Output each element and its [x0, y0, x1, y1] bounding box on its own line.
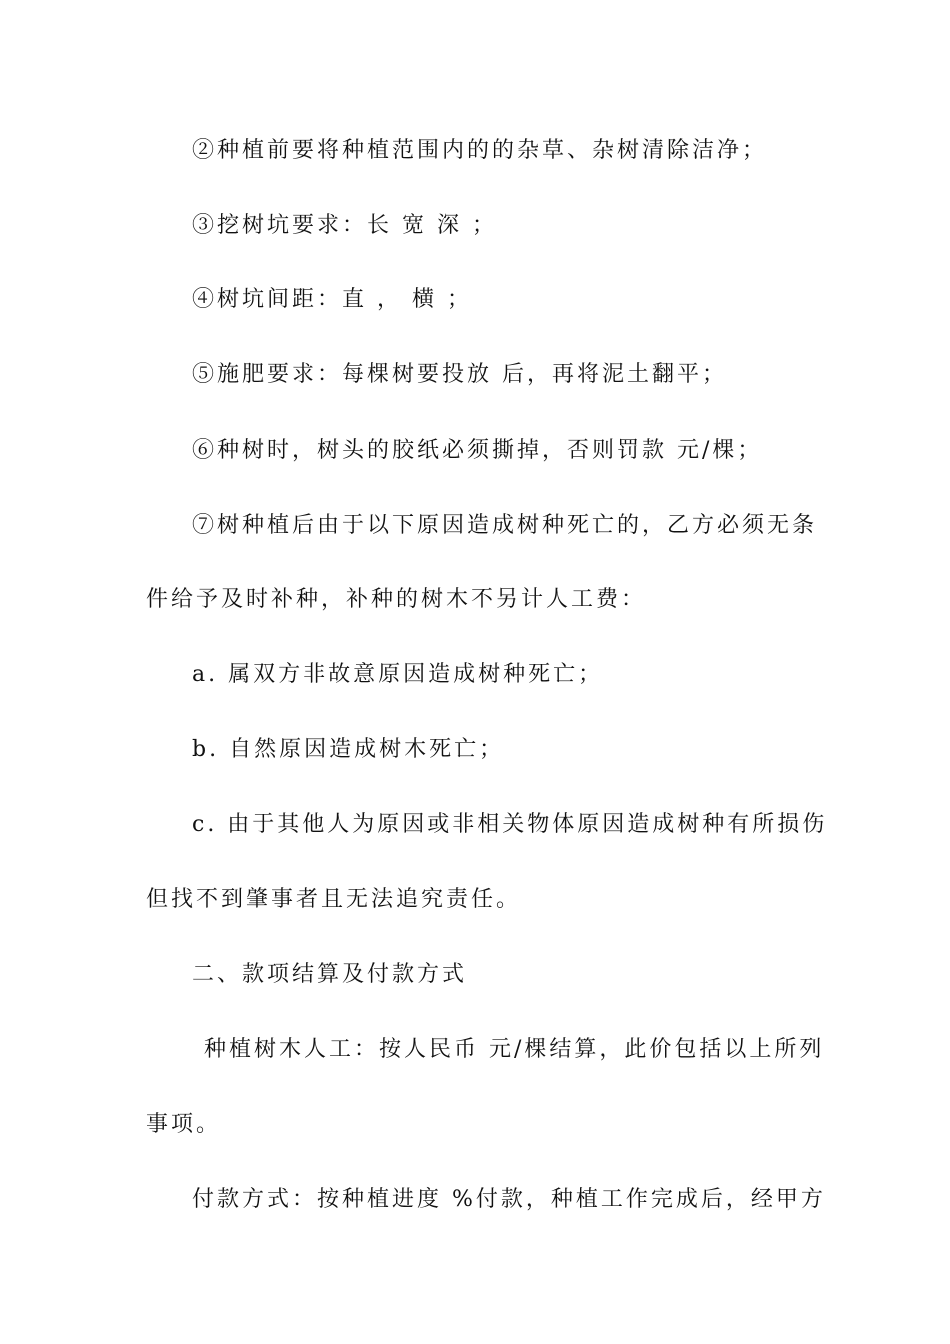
clause-3-line: ③挖树坑要求：长 宽 深 ；: [192, 213, 497, 238]
sub-item-b: b. 自然原因造成树木死亡；: [192, 737, 505, 762]
payment-method-line: 付款方式：按种植进度 %付款，种植工作完成后，经甲方: [192, 1187, 826, 1212]
clause-6-line: ⑥种树时，树头的胶纸必须撕掉，否则罚款 元/棵；: [192, 438, 763, 463]
clause-7-line-2: 件给予及时补种，补种的树木不另计人工费：: [146, 587, 647, 612]
labor-fee-line-1: 种植树木人工：按人民币 元/棵结算，此价包括以上所列: [204, 1037, 825, 1062]
clause-5-line: ⑤施肥要求：每棵树要投放 后，再将泥土翻平；: [192, 362, 727, 387]
clause-4-line: ④树坑间距：直 ， 横 ；: [192, 287, 472, 312]
sub-item-c-line-2: 但找不到肇事者且无法追究责任。: [146, 887, 522, 912]
sub-item-c-line-1: c. 由于其他人为原因或非相关物体原因造成树种有所损伤: [192, 812, 828, 837]
labor-fee-line-2: 事项。: [146, 1112, 222, 1137]
section-heading-payment: 二、款项结算及付款方式: [192, 962, 468, 987]
clause-7-line-1: ⑦树种植后由于以下原因造成树种死亡的，乙方必须无条: [192, 513, 818, 538]
clause-2-line: ②种植前要将种植范围内的的杂草、杂树清除洁净；: [192, 138, 768, 163]
sub-item-a: a. 属双方非故意原因造成树种死亡；: [192, 662, 604, 687]
